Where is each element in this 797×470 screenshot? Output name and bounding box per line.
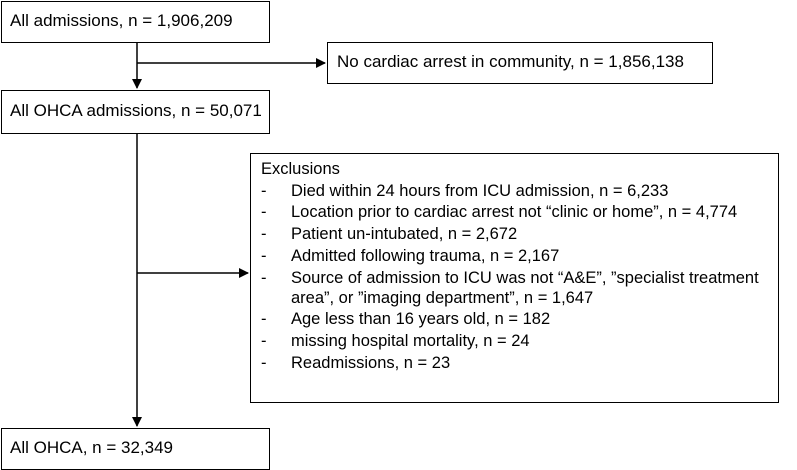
exclusions-list — [261, 182, 768, 374]
exclusion-item-label: missing hospital mortality, n = 24 — [291, 332, 530, 351]
all-admissions-label: All admissions, n = 1,906,209 — [10, 11, 233, 30]
exclusion-item — [261, 332, 768, 352]
bullet-dash: - — [261, 310, 267, 329]
bullet-dash: - — [261, 354, 267, 373]
exclusion-item — [261, 310, 768, 330]
exclusion-item-label: Admitted following trauma, n = 2,167 — [291, 247, 560, 266]
exclusions-title: Exclusions — [261, 160, 340, 178]
exclusion-item — [261, 182, 768, 202]
ohca-admissions-label: All OHCA admissions, n = 50,071 — [10, 101, 262, 120]
no-cardiac-arrest-label: No cardiac arrest in community, n = 1,856,138 — [337, 52, 684, 71]
exclusion-item-label: Died within 24 hours from ICU admission, n = 6,233 — [291, 181, 669, 200]
bullet-dash: - — [261, 225, 267, 244]
all-admissions-box — [1, 1, 270, 43]
ohca-admissions-box — [1, 90, 270, 134]
exclusion-item — [261, 225, 768, 245]
exclusion-item — [261, 269, 768, 308]
exclusion-item-label: Readmissions, n = 23 — [291, 354, 451, 373]
exclusions-box — [250, 153, 779, 403]
bullet-dash: - — [261, 181, 267, 200]
bullet-dash: - — [261, 269, 267, 288]
exclusion-item — [261, 354, 768, 374]
exclusion-item-label: Location prior to cardiac arrest not “clinic or home”, n = 4,774 — [291, 203, 738, 222]
exclusion-item-label: Patient un-intubated, n = 2,672 — [291, 225, 518, 244]
exclusion-item — [261, 203, 768, 223]
exclusion-item — [261, 247, 768, 267]
final-cohort-label: All OHCA, n = 32,349 — [10, 438, 174, 457]
exclusion-item-label: Age less than 16 years old, n = 182 — [291, 310, 551, 329]
exclusion-item-label: Source of admission to ICU was not “A&E”, ”specialist treatment area”, or ”imaging department”, n = 1,647 — [291, 269, 759, 307]
bullet-dash: - — [261, 247, 267, 266]
final-cohort-box — [1, 428, 270, 470]
bullet-dash: - — [261, 203, 267, 222]
no-cardiac-arrest-box — [327, 42, 713, 84]
bullet-dash: - — [261, 332, 267, 351]
